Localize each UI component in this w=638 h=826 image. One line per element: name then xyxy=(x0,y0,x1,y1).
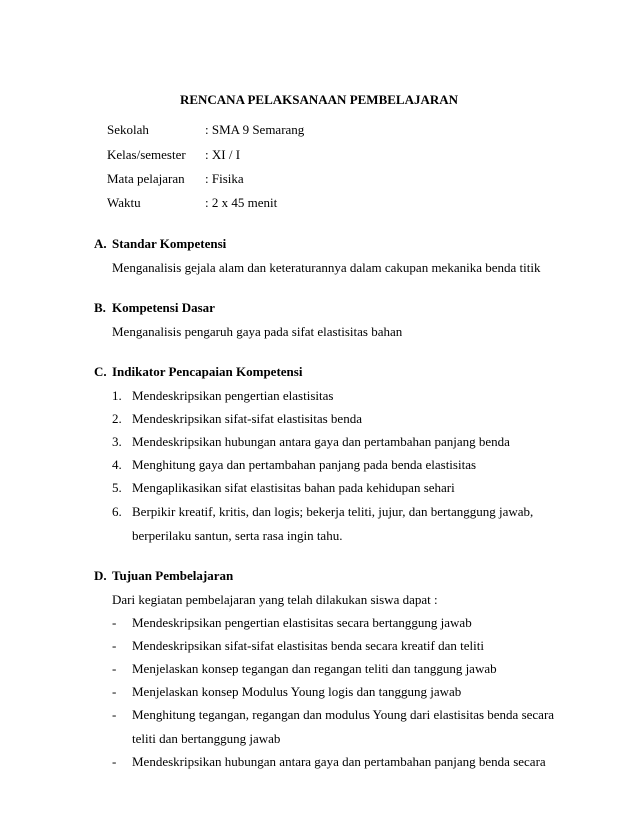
list-item-text: Mendeskripsikan hubungan antara gaya dan pertambahan panjang benda xyxy=(132,434,510,449)
section-a-text: Menganalisis gejala alam dan keteraturannya dalam cakupan mekanika benda titik xyxy=(112,260,541,275)
section-a-heading xyxy=(94,236,226,252)
section-title: Standar Kompetensi xyxy=(112,236,227,251)
info-value: : Fisika xyxy=(205,171,244,186)
section-letter: C. xyxy=(94,364,107,379)
list-marker: - xyxy=(112,615,117,630)
info-value: : XI / I xyxy=(205,147,241,162)
section-letter: D. xyxy=(94,568,107,583)
list-marker: 4. xyxy=(112,457,122,472)
list-item-text: Mendeskripsikan sifat-sifat elastisitas benda xyxy=(132,411,362,426)
section-letter: B. xyxy=(94,300,106,315)
section-title: Indikator Pencapaian Kompetensi xyxy=(112,364,303,379)
list-marker: - xyxy=(112,638,117,653)
section-title: Tujuan Pembelajaran xyxy=(112,568,234,583)
list-item-text: Mengaplikasikan sifat elastisitas bahan pada kehidupan sehari xyxy=(132,480,455,495)
info-label: Waktu xyxy=(107,195,141,210)
section-d-intro: Dari kegiatan pembelajaran yang telah dilakukan siswa dapat : xyxy=(112,592,438,607)
section-c-heading xyxy=(94,364,302,380)
list-item-text: Mendeskripsikan hubungan antara gaya dan pertambahan panjang benda secara xyxy=(132,754,546,769)
list-item-continuation: berperilaku santun, serta rasa ingin tahu. xyxy=(132,528,343,543)
list-item-continuation: teliti dan bertanggung jawab xyxy=(132,731,281,746)
info-value: : 2 x 45 menit xyxy=(205,195,278,210)
section-b-heading xyxy=(94,300,215,316)
list-marker: - xyxy=(112,754,117,769)
section-d-heading xyxy=(94,568,233,584)
list-marker: 3. xyxy=(112,434,122,449)
info-label: Kelas/semester xyxy=(107,147,186,162)
info-value: : SMA 9 Semarang xyxy=(205,122,305,137)
list-marker: - xyxy=(112,707,117,722)
info-label: Mata pelajaran xyxy=(107,171,185,186)
list-item-text: Menghitung gaya dan pertambahan panjang pada benda elastisitas xyxy=(132,457,477,472)
info-label: Sekolah xyxy=(107,122,149,137)
section-letter: A. xyxy=(94,236,107,251)
list-marker: - xyxy=(112,661,117,676)
list-item-text: Mendeskripsikan pengertian elastisitas xyxy=(132,388,334,403)
list-marker: 1. xyxy=(112,388,122,403)
list-item-text: Menghitung tegangan, regangan dan modulus Young dari elastisitas benda secara xyxy=(132,707,555,722)
document-title: RENCANA PELAKSANAAN PEMBELAJARAN xyxy=(179,92,459,107)
list-marker: 6. xyxy=(112,504,122,519)
section-b-text: Menganalisis pengaruh gaya pada sifat elastisitas bahan xyxy=(112,324,403,339)
section-title: Kompetensi Dasar xyxy=(112,300,215,315)
list-item-text: Mendeskripsikan pengertian elastisitas secara bertanggung jawab xyxy=(132,615,472,630)
list-item-text: Menjelaskan konsep tegangan dan regangan teliti dan tanggung jawab xyxy=(132,661,497,676)
list-marker: - xyxy=(112,684,117,699)
list-marker: 5. xyxy=(112,480,122,495)
list-marker: 2. xyxy=(112,411,122,426)
list-item-text: Mendeskripsikan sifat-sifat elastisitas benda secara kreatif dan teliti xyxy=(132,638,484,653)
list-item-text: Berpikir kreatif, kritis, dan logis; bekerja teliti, jujur, dan bertanggung jawab, xyxy=(132,504,534,519)
list-item-text: Menjelaskan konsep Modulus Young logis dan tanggung jawab xyxy=(132,684,462,699)
